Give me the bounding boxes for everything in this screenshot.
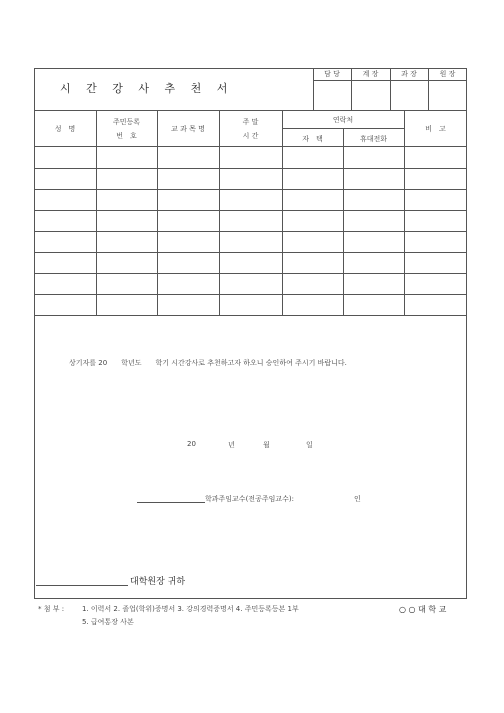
approval-label-chief: 계 장 [362,70,379,78]
column-divider [404,110,405,315]
header-home: 자 택 [302,135,323,143]
header-weekend-2: 시 간 [242,132,259,140]
form-title: 시 간 강 사 추 천 서 [60,82,234,95]
column-divider [343,128,344,315]
approval-label-director: 원 장 [439,70,456,78]
date-day: 일 [306,441,313,449]
header-weekend-1: 주 말 [242,118,259,126]
signer-label: 학과주임교수(전공주임교수): [205,495,294,503]
header-subject: 교 과 목 명 [171,125,205,133]
university-name: ○ ○ 대 학 교 [399,605,447,614]
row-line [34,189,467,190]
header-resident-id-2: 번 호 [116,132,137,140]
date-year-unit: 년 [228,441,235,449]
row-line [34,231,467,232]
approval-label-staff: 담 당 [324,70,340,78]
date-month: 월 [263,441,270,449]
table-bottom-line [34,315,467,316]
addressee-line [36,585,128,586]
recommend-statement: 상기자를 20 학년도 학기 시간강사로 추천하고자 하오니 승인하여 주시기 바랍니다. [69,359,347,367]
recommendation-form [34,68,467,599]
header-contact: 연락처 [332,116,354,124]
header-remarks: 비 고 [425,125,446,133]
row-line [34,210,467,211]
signer-line [137,502,205,503]
attachments-line-2: 5. 급여통장 사본 [82,618,134,626]
header-resident-id-1: 주민등록 [112,118,141,126]
title-bottom-line [34,110,467,111]
seal-mark: 인 [354,495,361,503]
addressee: 대학원장 귀하 [130,577,186,587]
row-line [34,252,467,253]
header-bottom-line [34,146,467,147]
row-line [34,168,467,169]
header-name: 성 명 [54,125,76,133]
approval-label-manager: 과 장 [401,70,417,78]
row-line [34,273,467,274]
attachments-line-1: 1. 이력서 2. 졸업(학위)증명서 3. 강의경력증명서 4. 주민등록등본 1부 [82,605,299,613]
attachments-label: * 첨 부 : [38,605,65,613]
column-divider [157,110,158,315]
date-year: 20 [187,440,196,448]
row-line [34,294,467,295]
header-mobile: 휴대전화 [359,135,388,143]
